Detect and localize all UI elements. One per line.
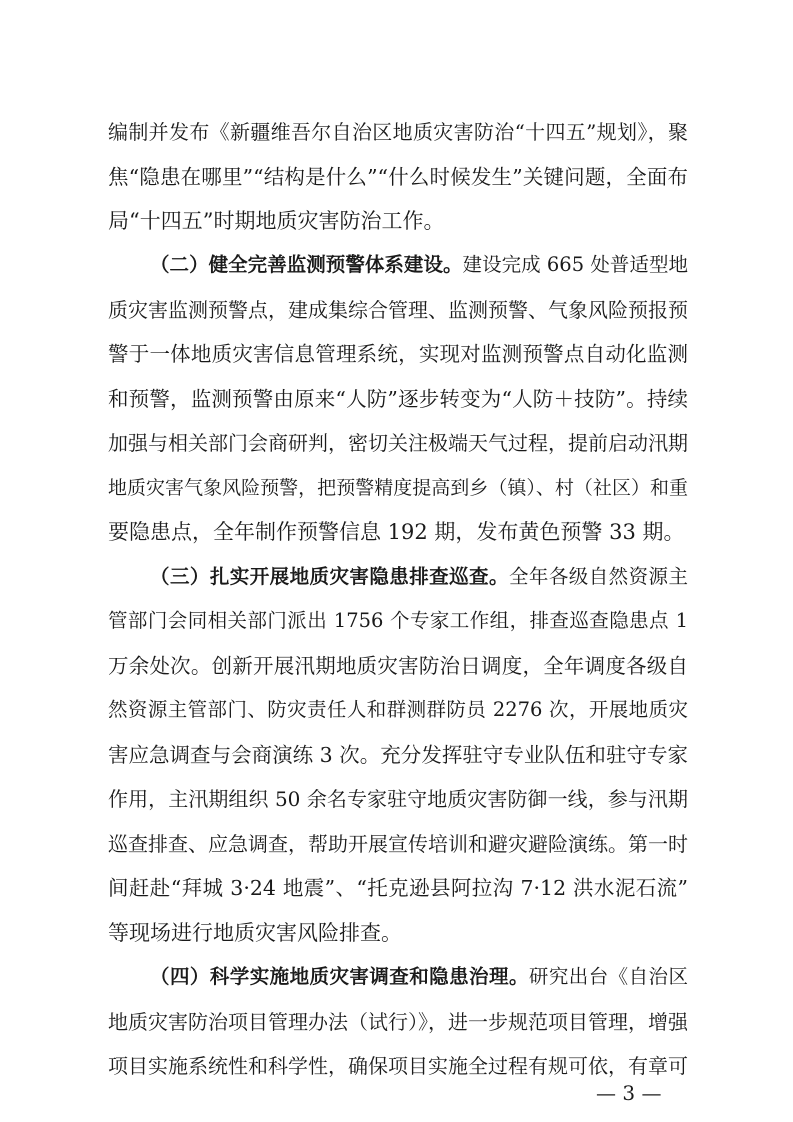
line-text: 作用，主汛期组织 50 余名专家驻守地质灾害防御一线，参与汛期 [108, 787, 688, 811]
text-line [108, 1052, 688, 1080]
text-line [108, 296, 688, 324]
text-line [108, 429, 688, 457]
text-line [108, 118, 688, 146]
section-heading-line [150, 963, 688, 991]
text-line [108, 163, 688, 191]
line-text: 间赶赴“拜城 3·24 地震”、“托克逊县阿拉沟 7·12 洪水泥石流” [108, 876, 688, 900]
line-text: 管部门会同相关部门派出 1756 个专家工作组，排查巡查隐患点 1 [108, 609, 688, 632]
text-line [108, 518, 688, 546]
text-line [108, 207, 688, 235]
line-text: 巡查排查、应急调查，帮助开展宣传培训和避灾避险演练。第一时 [108, 832, 688, 856]
text-line [108, 696, 688, 724]
line-text: 研究出台《自治区 [528, 965, 688, 988]
line-text: 等现场进行地质灾害风险排查。 [108, 921, 402, 945]
line-text: 和预警，监测预警由原来“人防”逐步转变为“人防＋技防”。持续 [108, 387, 688, 411]
line-text: 地质灾害气象风险预警，把预警精度提高到乡（镇）、村（社区）和重 [108, 477, 688, 499]
line-text: 警于一体地质灾害信息管理系统，实现对监测预警点自动化监测 [108, 342, 688, 366]
text-line [108, 340, 688, 368]
line-text: 万余处次。创新开展汛期地质灾害防治日调度，全年调度各级自 [108, 654, 688, 678]
line-text: 地质灾害防治项目管理办法（试行）》，进一步规范项目管理，增强 [108, 1010, 688, 1034]
line-text: 全年各级自然资源主 [508, 565, 688, 588]
text-line [108, 874, 688, 902]
line-text: 局“十四五”时期地质灾害防治工作。 [108, 209, 445, 233]
text-line [108, 1008, 688, 1036]
page-number: — 3 — [596, 1081, 662, 1105]
section-heading: （二）健全完善监测预警体系建设。 [150, 253, 463, 276]
text-line [108, 652, 688, 680]
section-heading: （三）扎实开展地质灾害隐患排查巡查。 [150, 565, 509, 588]
line-text: 焦“隐患在哪里”“结构是什么”“什么时候发生”关键问题，全面布 [108, 165, 688, 189]
text-line [108, 385, 688, 413]
text-line [108, 607, 688, 635]
line-text: 害应急调查与会商演练 3 次。充分发挥驻守专业队伍和驻守专家 [108, 743, 688, 767]
line-text: 要隐患点，全年制作预警信息 192 期，发布黄色预警 33 期。 [108, 520, 685, 544]
text-line [108, 785, 688, 813]
line-text: 编制并发布《新疆维吾尔自治区地质灾害防治“十四五”规划》，聚 [108, 120, 688, 144]
line-text: 加强与相关部门会商研判，密切关注极端天气过程，提前启动汛期 [108, 431, 688, 455]
line-text: 建设完成 665 处普适型地 [462, 253, 688, 276]
line-text: 项目实施系统性和科学性，确保项目实施全过程有规可依，有章可 [108, 1054, 688, 1078]
section-heading: （四）科学实施地质灾害调查和隐患治理。 [150, 965, 529, 988]
line-text: 然资源主管部门、防灾责任人和群测群防员 2276 次，开展地质灾 [108, 698, 688, 721]
section-heading-line [150, 251, 688, 279]
line-text: 质灾害监测预警点，建成集综合管理、监测预警、气象风险预报预 [108, 298, 688, 322]
section-heading-line [150, 563, 688, 591]
text-line [108, 474, 688, 502]
text-line [108, 919, 688, 947]
text-line [108, 830, 688, 858]
text-line [108, 741, 688, 769]
